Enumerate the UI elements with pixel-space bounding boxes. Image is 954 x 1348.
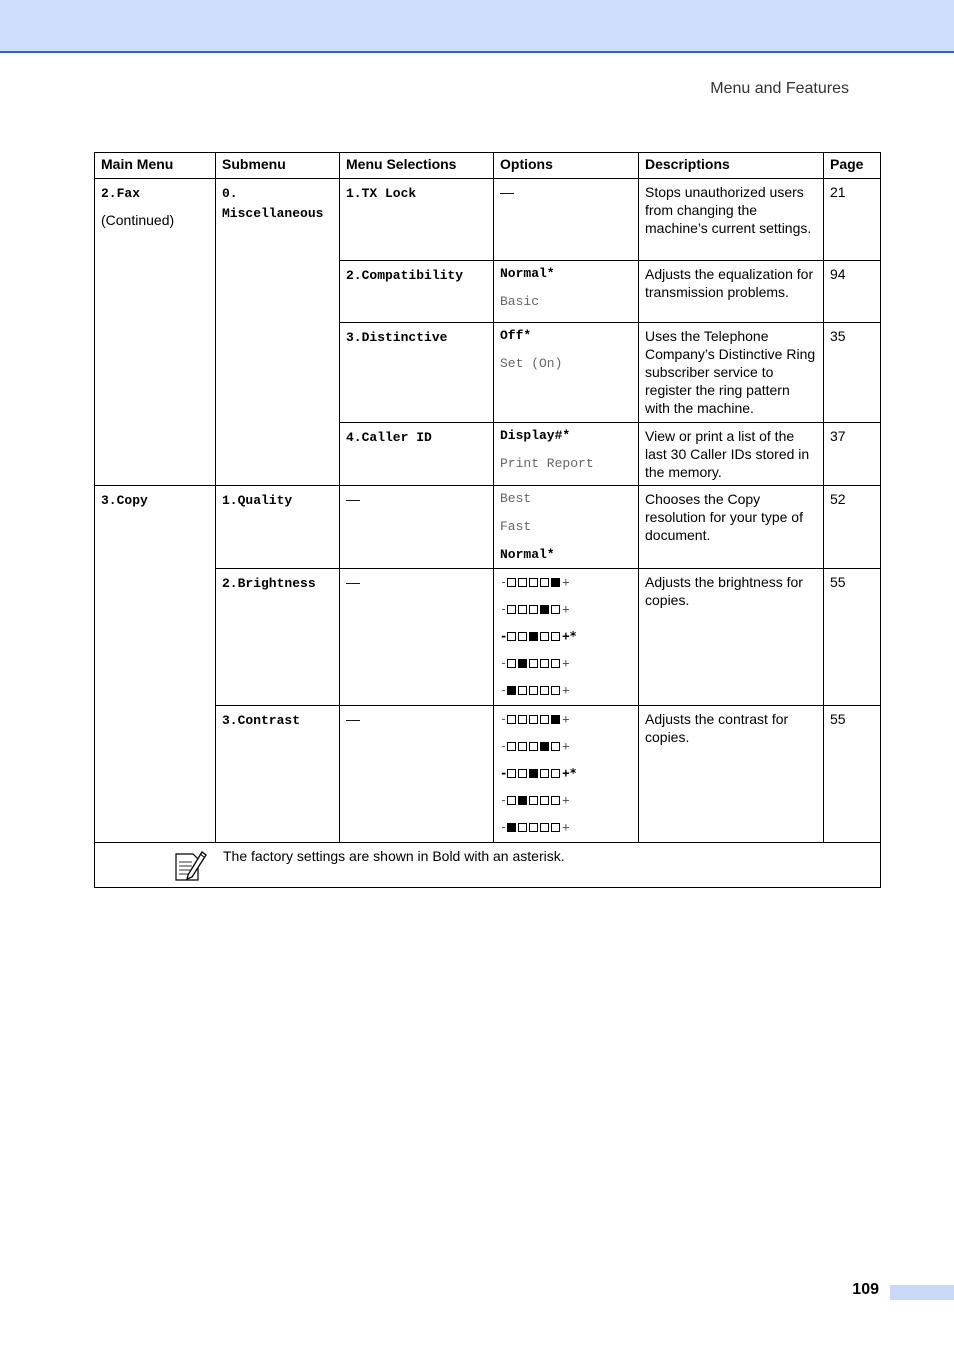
empty-square-icon (551, 632, 560, 641)
level-indicator: - + (500, 656, 570, 670)
empty-square-icon (529, 715, 538, 724)
empty-square-icon (518, 686, 527, 695)
filled-square-icon (518, 796, 527, 805)
submenu-quality: 1.Quality (222, 493, 293, 508)
top-banner (0, 0, 954, 53)
empty-square-icon (540, 578, 549, 587)
level-indicator: - + (500, 793, 570, 807)
page-caller-id: 37 (824, 423, 881, 486)
empty-square-icon (551, 686, 560, 695)
empty-square-icon (529, 659, 538, 668)
table-header-row (95, 153, 881, 179)
option-print-report: Print Report (500, 456, 594, 471)
col-header-menu-selections: Menu Selections (340, 153, 494, 179)
menu-table (94, 152, 881, 888)
empty-square-icon (540, 659, 549, 668)
option-fast: Fast (500, 519, 532, 534)
empty-square-icon (540, 632, 549, 641)
empty-square-icon (529, 686, 538, 695)
level-indicator: - +* (500, 629, 577, 643)
empty-square-icon (518, 823, 527, 832)
col-header-descriptions: Descriptions (639, 153, 824, 179)
empty-square-icon (529, 605, 538, 614)
description-quality: Chooses the Copy resolution for your type of document. (639, 486, 824, 569)
empty-square-icon (551, 796, 560, 805)
empty-square-icon (518, 632, 527, 641)
option-best: Best (500, 491, 532, 506)
description-contrast: Adjusts the contrast for copies. (639, 706, 824, 843)
filled-square-icon (507, 686, 516, 695)
filled-square-icon (507, 823, 516, 832)
option-display-default: Display#* (500, 428, 571, 443)
col-header-submenu: Submenu (216, 153, 340, 179)
empty-square-icon (540, 823, 549, 832)
filled-square-icon (551, 578, 560, 587)
page-quality: 52 (824, 486, 881, 569)
main-menu-fax-cell (95, 179, 216, 486)
option-normal-default: Normal* (500, 547, 555, 562)
empty-square-icon (507, 578, 516, 587)
main-menu-copy-cell (95, 486, 216, 843)
options-tx-lock: — (500, 184, 514, 200)
empty-square-icon (507, 796, 516, 805)
empty-square-icon (540, 769, 549, 778)
continued-label: (Continued) (101, 212, 175, 228)
filled-square-icon (529, 632, 538, 641)
note-pencil-icon (173, 848, 207, 882)
page-tx-lock: 21 (824, 179, 881, 261)
submenu-brightness: 2.Brightness (222, 576, 316, 591)
empty-square-icon (529, 742, 538, 751)
option-normal-default: Normal* (500, 266, 555, 281)
option-basic: Basic (500, 294, 540, 309)
empty-square-icon (507, 632, 516, 641)
empty-square-icon (551, 769, 560, 778)
description-compatibility: Adjusts the equalization for transmission problems. (639, 261, 824, 323)
main-menu-copy: 3.Copy (101, 493, 148, 508)
submenu-miscellaneous: 0. Miscellaneous (222, 186, 324, 221)
empty-square-icon (551, 605, 560, 614)
selection-tx-lock: 1.TX Lock (346, 186, 417, 201)
option-set-on: Set (On) (500, 356, 563, 371)
col-header-main-menu: Main Menu (95, 153, 216, 179)
description-tx-lock: Stops unauthorized users from changing the machine’s current settings. (639, 179, 824, 261)
filled-square-icon (518, 659, 527, 668)
note-row (95, 843, 881, 888)
empty-square-icon (540, 686, 549, 695)
col-header-page: Page (824, 153, 881, 179)
page-compatibility: 94 (824, 261, 881, 323)
col-header-options: Options (494, 153, 639, 179)
filled-square-icon (540, 605, 549, 614)
empty-square-icon (518, 605, 527, 614)
main-menu-fax: 2.Fax (101, 186, 141, 201)
table-row (95, 179, 881, 261)
empty-square-icon (540, 715, 549, 724)
page-number: 109 (852, 1281, 879, 1298)
empty-square-icon (551, 823, 560, 832)
empty-square-icon (529, 796, 538, 805)
note-text: The factory settings are shown in Bold with an asterisk. (223, 848, 565, 864)
description-caller-id: View or print a list of the last 30 Caller IDs stored in the memory. (639, 423, 824, 486)
selection-contrast: — (346, 711, 360, 727)
empty-square-icon (507, 659, 516, 668)
empty-square-icon (507, 742, 516, 751)
brightness-levels (494, 569, 639, 706)
level-indicator: - + (500, 712, 570, 726)
submenu-contrast: 3.Contrast (222, 713, 301, 728)
selection-quality: — (346, 491, 360, 507)
option-off-default: Off* (500, 328, 532, 343)
page-distinctive: 35 (824, 323, 881, 423)
description-brightness: Adjusts the brightness for copies. (639, 569, 824, 706)
level-indicator: - +* (500, 766, 577, 780)
empty-square-icon (540, 796, 549, 805)
page-brightness: 55 (824, 569, 881, 706)
empty-square-icon (518, 742, 527, 751)
page-header-title: Menu and Features (710, 80, 849, 97)
empty-square-icon (518, 715, 527, 724)
selection-compatibility: 2.Compatibility (346, 268, 464, 283)
level-indicator: - + (500, 820, 570, 834)
empty-square-icon (507, 715, 516, 724)
selection-brightness: — (346, 574, 360, 590)
empty-square-icon (529, 823, 538, 832)
selection-distinctive: 3.Distinctive (346, 330, 448, 345)
filled-square-icon (529, 769, 538, 778)
level-indicator: - + (500, 739, 570, 753)
filled-square-icon (551, 715, 560, 724)
level-indicator: - + (500, 683, 570, 697)
selection-caller-id: 4.Caller ID (346, 430, 432, 445)
empty-square-icon (551, 742, 560, 751)
footer-tab (890, 1285, 954, 1300)
empty-square-icon (551, 659, 560, 668)
submenu-misc-cell (216, 179, 340, 486)
page-contrast: 55 (824, 706, 881, 843)
level-indicator: - + (500, 602, 570, 616)
level-indicator: - + (500, 575, 570, 589)
empty-square-icon (507, 769, 516, 778)
contrast-levels (494, 706, 639, 843)
description-distinctive: Uses the Telephone Company’s Distinctive Ring subscriber service to register the ring pattern with the machine. (639, 323, 824, 423)
empty-square-icon (518, 769, 527, 778)
empty-square-icon (507, 605, 516, 614)
empty-square-icon (529, 578, 538, 587)
empty-square-icon (518, 578, 527, 587)
filled-square-icon (540, 742, 549, 751)
table-row (95, 486, 881, 569)
